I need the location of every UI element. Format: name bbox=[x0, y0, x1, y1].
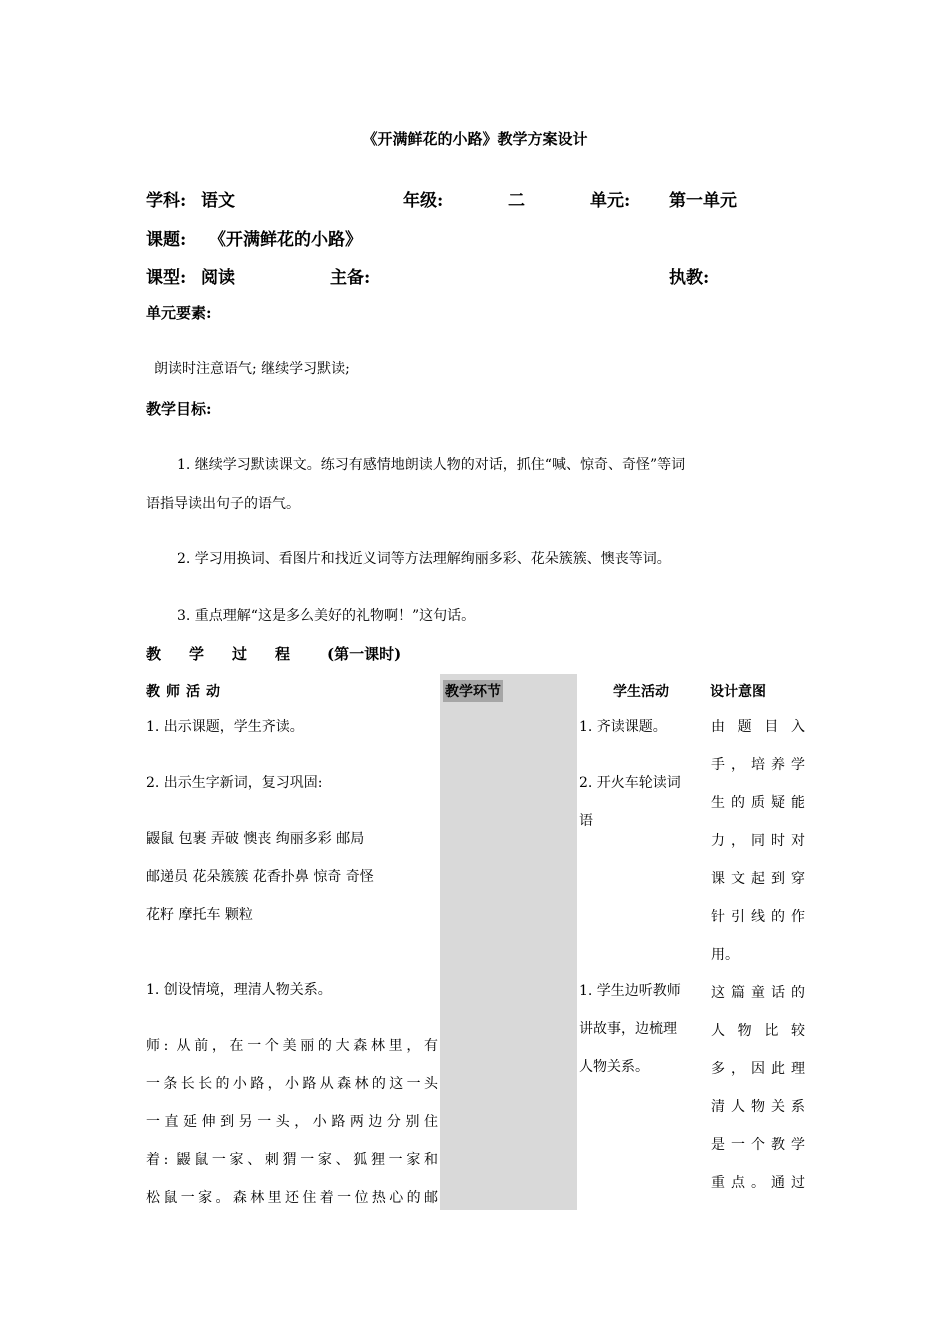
header-design: 设计意图 bbox=[710, 684, 766, 700]
grade-value: 二 bbox=[508, 191, 525, 211]
design-line: 由题目入 bbox=[711, 719, 805, 735]
design-line: 人物比较 bbox=[711, 1023, 805, 1039]
teacher-line: 1. 出示课题，学生齐读。 bbox=[146, 719, 304, 735]
topic-label: 课题: bbox=[146, 230, 187, 250]
design-line: 手，培养学 bbox=[711, 757, 805, 773]
unit-label: 单元: bbox=[590, 191, 631, 211]
design-line: 课文起到穿 bbox=[711, 871, 805, 887]
elements-label: 单元要素: bbox=[146, 304, 212, 322]
student-line: 语 bbox=[579, 813, 593, 829]
design-line: 多，因此理 bbox=[711, 1061, 805, 1077]
unit-value: 第一单元 bbox=[669, 191, 737, 211]
subject-label: 学科: bbox=[146, 191, 187, 211]
teacher-paragraph-line: 一直延伸到另一头，小路两边分别住 bbox=[146, 1114, 438, 1130]
goal-3: 3. 重点理解“这是多么美好的礼物啊！”这句话。 bbox=[177, 608, 476, 624]
design-line: 生的质疑能 bbox=[711, 795, 805, 811]
teacher-paragraph-line: 一条长长的小路，小路从森林的这一头 bbox=[146, 1076, 438, 1092]
header-stage: 教学环节 bbox=[443, 680, 503, 702]
design-line: 力，同时对 bbox=[711, 833, 805, 849]
elements-text: 朗读时注意语气; 继续学习默读; bbox=[154, 361, 350, 377]
student-line: 1. 学生边听教师 bbox=[579, 983, 681, 999]
design-line: 是一个教学 bbox=[711, 1137, 805, 1153]
design-line: 重点。通过 bbox=[711, 1175, 805, 1191]
teacher-line: 鼹鼠 包裹 弄破 懊丧 绚丽多彩 邮局 bbox=[146, 831, 365, 847]
process-label: 教学过程 bbox=[146, 645, 319, 663]
header-teacher: 教师活动 bbox=[146, 684, 226, 700]
type-label: 课型: bbox=[146, 268, 187, 288]
goal-2: 2. 学习用换词、看图片和找近义词等方法理解绚丽多彩、花朵簇簇、懊丧等词。 bbox=[177, 551, 671, 567]
subject-value: 语文 bbox=[201, 191, 235, 211]
design-line: 针引线的作 bbox=[711, 909, 805, 925]
teacher-line: 花籽 摩托车 颗粒 bbox=[146, 907, 253, 923]
teacher-line: 1. 创设情境，理清人物关系。 bbox=[146, 982, 332, 998]
process-suffix: (第一课时) bbox=[327, 645, 402, 663]
design-line: 清人物关系 bbox=[711, 1099, 805, 1115]
goal-1-line-2: 语指导读出句子的语气。 bbox=[146, 496, 300, 512]
student-activity bbox=[579, 708, 707, 1086]
student-line: 人物关系。 bbox=[579, 1059, 649, 1075]
topic-value: 《开满鲜花的小路》 bbox=[209, 230, 362, 250]
teacher-activity bbox=[146, 708, 438, 1217]
student-line: 2. 开火车轮读词 bbox=[579, 775, 681, 791]
design-line: 用。 bbox=[711, 947, 739, 963]
header-student: 学生活动 bbox=[613, 684, 669, 700]
teacher-paragraph-line: 着: 鼹鼠一家、刺猬一家、狐狸一家和 bbox=[146, 1152, 438, 1168]
goals-label: 教学目标: bbox=[146, 400, 212, 418]
teach-label: 执教: bbox=[669, 268, 710, 288]
teacher-line: 2. 出示生字新词，复习巩固: bbox=[146, 775, 323, 791]
design-line: 这篇童话的 bbox=[711, 985, 805, 1001]
lead-label: 主备: bbox=[330, 268, 371, 288]
document-title: 《开满鲜花的小路》教学方案设计 bbox=[362, 130, 588, 148]
design-intent bbox=[711, 708, 805, 1202]
type-value: 阅读 bbox=[201, 268, 235, 288]
student-line: 1. 齐读课题。 bbox=[579, 719, 667, 735]
stage-column bbox=[440, 674, 577, 1210]
grade-label: 年级: bbox=[403, 191, 444, 211]
teacher-paragraph-line: 师: 从前，在一个美丽的大森林里，有 bbox=[146, 1038, 438, 1054]
goal-1-line-1: 1. 继续学习默读课文。练习有感情地朗读人物的对话，抓住“喊、惊奇、奇怪”等词 bbox=[177, 457, 686, 473]
student-line: 讲故事，边梳理 bbox=[579, 1021, 677, 1037]
teacher-paragraph-line: 松鼠一家。森林里还住着一位热心的邮 bbox=[146, 1190, 438, 1206]
teacher-line: 邮递员 花朵簇簇 花香扑鼻 惊奇 奇怪 bbox=[146, 869, 374, 885]
